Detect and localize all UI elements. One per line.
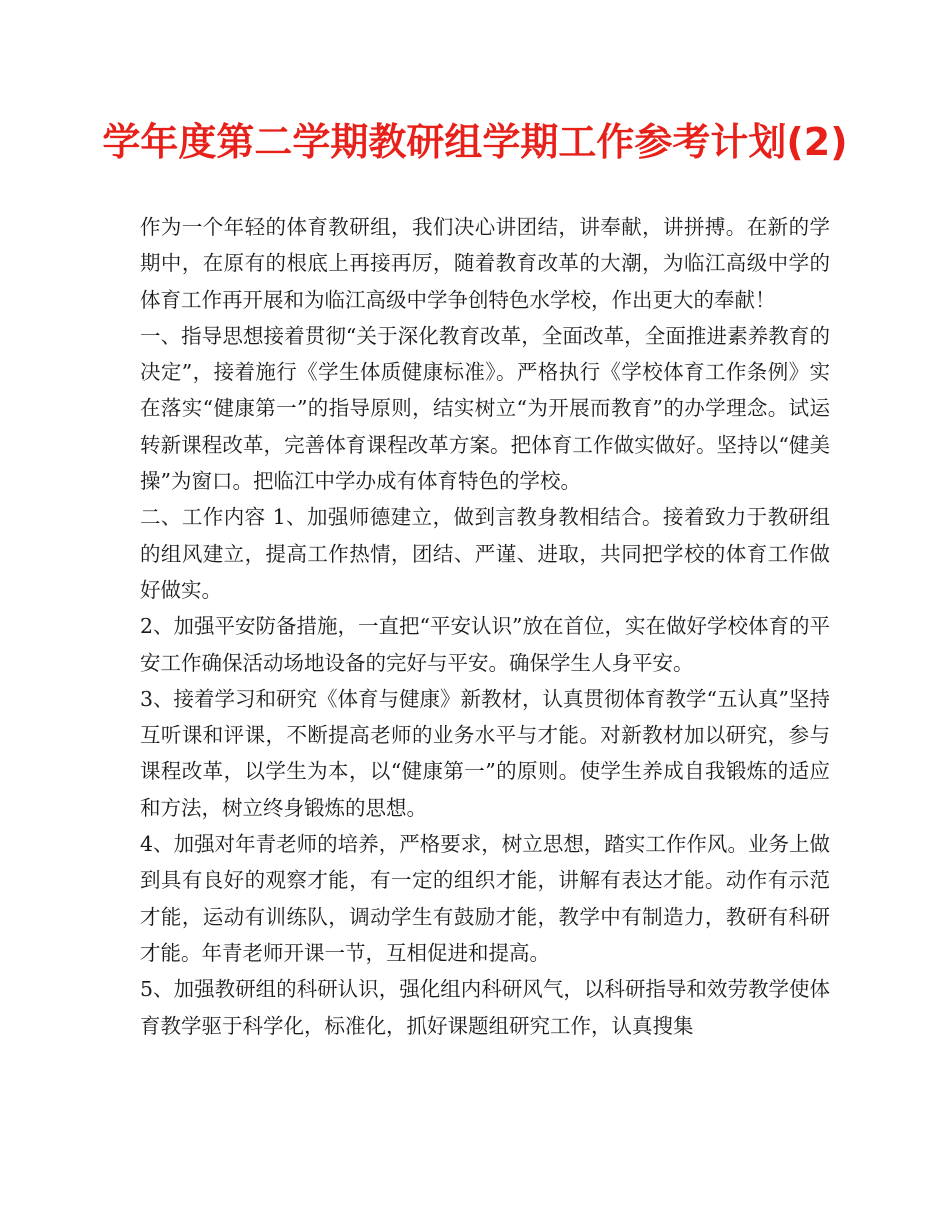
document-body xyxy=(140,209,830,1044)
paragraph-work-item-5: 5、加强教研组的科研认识，强化组内科研风气，以科研指导和效劳教学使体育教学驱于科学化，标准化，抓好课题组研究工作，认真搜集 xyxy=(140,977,830,1038)
paragraph-guiding-thought: 一、指导思想接着贯彻“关于深化教育改革，全面改革，全面推进素养教育的决定”，接着施行《学生体质健康标准》。严格执行《学校体育工作条例》实在落实“健康第一”的指导原则，结实树立“为开展而教育”的办学理念。试运转新课程改革，完善体育课程改革方案。把体育工作做实做好。坚持以“健美操”为窗口。把临江中学办成有体育特色的学校。 xyxy=(140,323,830,494)
document-title: 学年度第二学期教研组学期工作参考计划(2) xyxy=(102,120,848,164)
paragraph-work-item-2: 2、加强平安防备措施，一直把“平安认识”放在首位，实在做好学校体育的平安工作确保活动场地设备的完好与平安。确保学生人身平安。 xyxy=(140,614,831,675)
paragraph-work-item-3: 3、接着学习和研究《体育与健康》新教材，认真贯彻体育教学“五认真”坚持互听课和评课，不断提高老师的业务水平与才能。对新教材加以研究，参与课程改革，以学生为本，以“健康第一”的原则。使学生养成自我锻炼的适应和方法，树立终身锻炼的思想。 xyxy=(140,686,831,820)
paragraph-work-item-1: 二、工作内容 1、加强师德建立，做到言教身教相结合。接着致力于教研组的组风建立，提高工作热情，团结、严谨、进取，共同把学校的体育工作做好做实。 xyxy=(140,505,830,602)
paragraph-work-item-4: 4、加强对年青老师的培养，严格要求，树立思想，踏实工作作风。业务上做到具有良好的观察才能，有一定的组织才能，讲解有表达才能。动作有示范才能，运动有训练队，调动学生有鼓励才能，教学中有制造力，教研有科研才能。年青老师开课一节，互相促进和提高。 xyxy=(140,832,830,965)
paragraph-intro: 作为一个年轻的体育教研组，我们决心讲团结，讲奉献，讲拼搏。在新的学期中，在原有的根底上再接再厉，随着教育改革的大潮，为临江高级中学的体育工作再开展和为临江高级中学争创特色水学校，作出更大的奉献！ xyxy=(140,215,830,312)
